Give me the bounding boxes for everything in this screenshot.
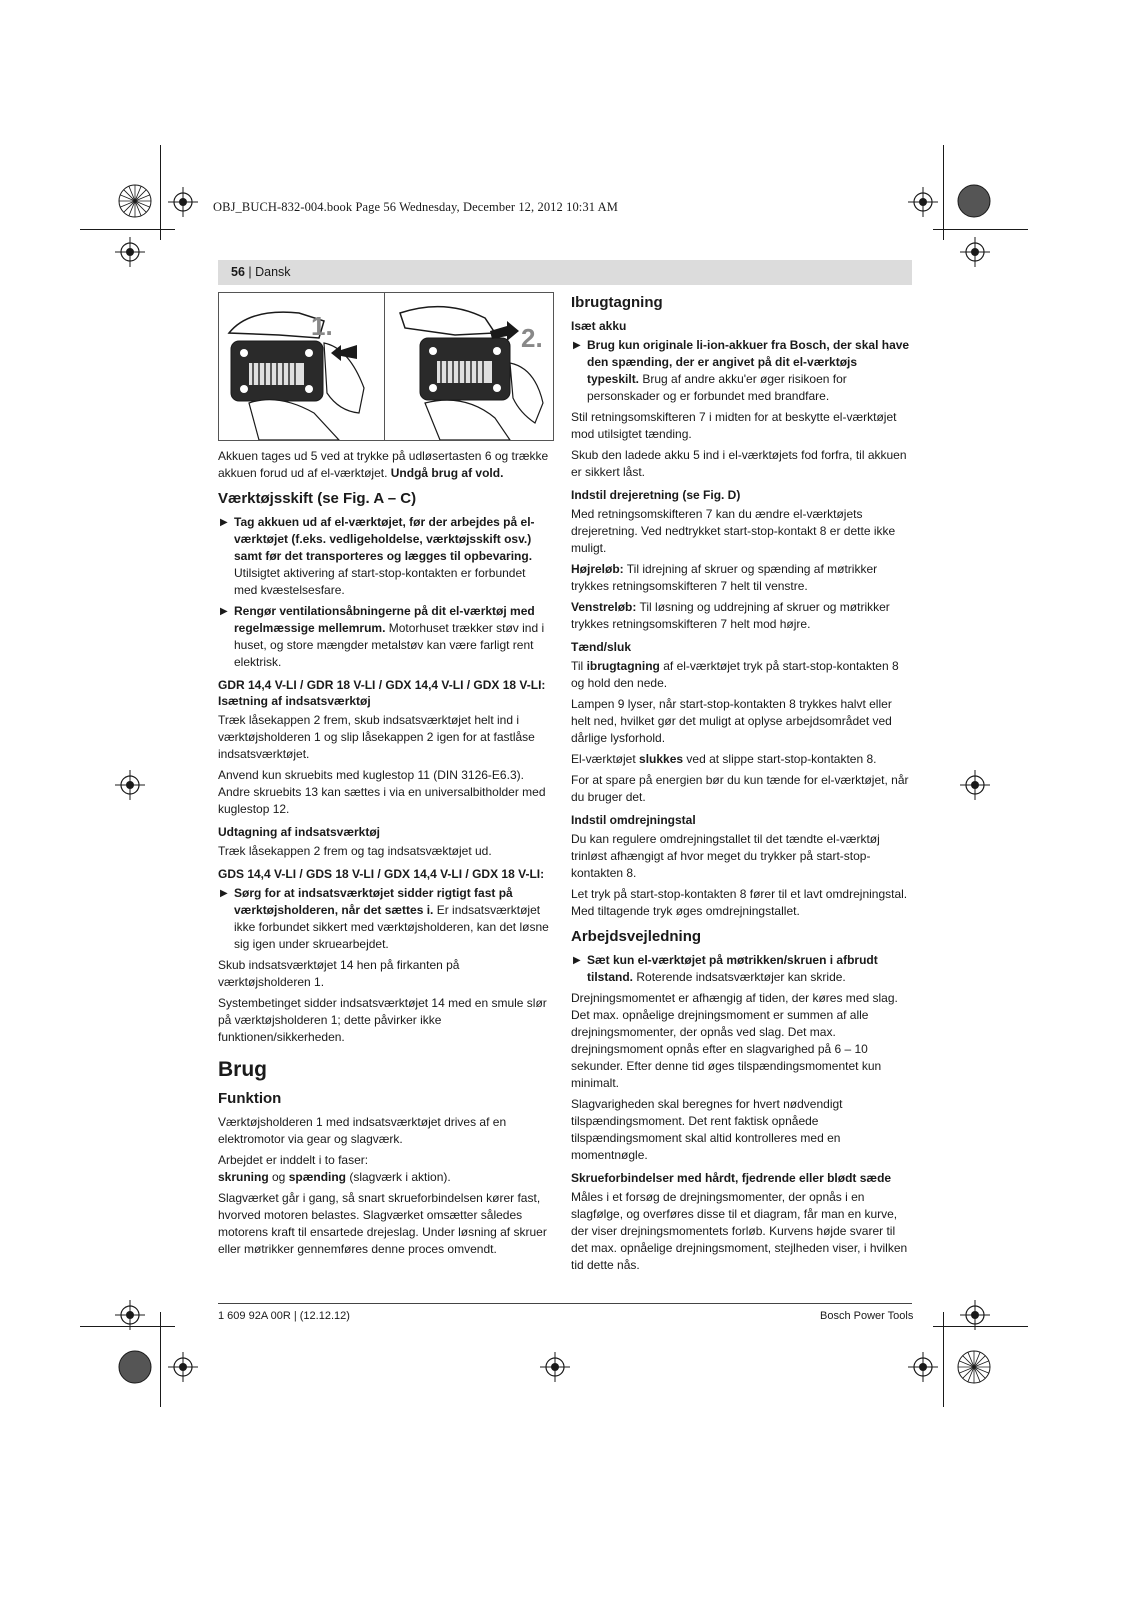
paragraph-text: af el-værktøjet tryk på start-stop-kontakten 8 og hold den nede.: [571, 659, 899, 690]
paragraph: Skub indsatsværktøjet 14 hen på firkanten på værktøjsholderen 1.: [218, 958, 460, 989]
subheading-remove-tool: Udtagning af indsatsværktøj: [218, 825, 381, 839]
term-bold: Venstreløb:: [571, 600, 637, 614]
paragraph: Du kan regulere omdrejningstallet til det tændte el-værktøj trinløst afhængigt af hvor meget du trykker på start-stop-kontakten 8.: [571, 832, 880, 880]
paragraph-text: og: [268, 1170, 289, 1184]
registration-target-icon: [908, 1352, 938, 1382]
paragraph-text: El-værktøjet: [571, 752, 640, 766]
subheading-rotation-direction: Indstil drejeretning (se Fig. D): [571, 488, 741, 502]
term-bold: skruning: [218, 1170, 269, 1184]
paragraph: [571, 561, 912, 595]
bullet-bold-text: Sæt kun el-værktøjet på møtrikken/skruen i afbrudt tilstand.: [587, 953, 878, 984]
right-column: [571, 286, 912, 1278]
crop-mark: [80, 229, 175, 230]
bullet-bold-text: Brug kun originale li-ion-akkuer fra Bosch, der skal have den spænding, der er angivet på dit el-værktøjs typeskilt.: [587, 338, 910, 386]
bullet-text: Motorhuset trækker støv ind i huset, og store mængder metalstøv kan være farligt rent elektrisk.: [234, 621, 545, 669]
section-heading-work-advice: Arbejdsvejledning: [571, 928, 702, 945]
registration-target-icon: [168, 187, 198, 217]
crop-mark: [160, 145, 161, 240]
header-separator: |: [248, 265, 252, 279]
crop-mark: [933, 229, 1028, 230]
header-language: Dansk: [255, 265, 291, 279]
bullet-bold-text: Rengør ventilationsåbningerne på dit el-værktøj med regelmæssige mellemrum.: [234, 604, 535, 635]
paragraph-text: Arbejdet er inddelt i to faser:: [218, 1153, 369, 1167]
section-heading-tool-change: Værktøjsskift (se Fig. A – C): [218, 490, 417, 507]
bullet-arrow-icon: ▶: [573, 340, 581, 351]
warning-bullet: [571, 337, 912, 405]
subheading-screw-joints: Skrueforbindelser med hårdt, fjedrende eller blødt sæde: [571, 1171, 892, 1185]
battery-removal-figure: [218, 292, 554, 441]
paragraph-text: ved at slippe start-stop-kontakten 8.: [683, 752, 877, 766]
warning-bullet: [218, 603, 552, 671]
registration-target-icon: [908, 187, 938, 217]
paragraph: Slagværket går i gang, så snart skrueforbindelsen kører fast, hvorved motoren belastes. Slagværket omsætter således motorens kraft til ensartede drejeslag. Under løsning af skruer eller møtrikker gennemføres denne proces omvendt.: [218, 1191, 547, 1256]
starburst-rosette-icon: [957, 1350, 991, 1384]
book-info-line: OBJ_BUCH-832-004.book Page 56 Wednesday, December 12, 2012 10:31 AM: [213, 200, 618, 214]
registration-target-icon: [115, 1300, 145, 1330]
paragraph-text: Til: [571, 659, 587, 673]
gray-rosette-icon: [957, 184, 991, 218]
paragraph: Med retningsomskifteren 7 kan du ændre el-værktøjets drejeretning. Ved nedtrykket start-stop-kontakt 8 er dette ikke muligt.: [571, 507, 896, 555]
bullet-arrow-icon: ▶: [220, 606, 228, 617]
gray-rosette-icon: [118, 1350, 152, 1384]
figure-caption-text: Akkuen tages ud 5 ved at trykke på udløsertasten 6 og trække akkuen forud ud af el-værktøjet.: [218, 449, 549, 480]
term-bold: slukkes: [639, 752, 684, 766]
registration-target-icon: [960, 1300, 990, 1330]
registration-target-icon: [540, 1352, 570, 1382]
bullet-arrow-icon: ▶: [220, 517, 228, 528]
section-heading-brug: Brug: [218, 1058, 267, 1081]
registration-target-icon: [115, 237, 145, 267]
warning-bullet: [218, 885, 552, 953]
paragraph: Lampen 9 lyser, når start-stop-kontakten 8 trykkes halvt eller helt ned, hvilket gør det muligt at oplyse arbejdsområdet ved dårlige lysforhold.: [571, 697, 892, 745]
crop-mark: [943, 145, 944, 240]
registration-target-icon: [960, 237, 990, 267]
subheading-insert-battery: Isæt akku: [571, 319, 627, 333]
paragraph-text: Til løsning og uddrejning af skruer og møtrikker trykkes retningsomskifteren 7 helt mod højre.: [571, 600, 890, 631]
bullet-bold-text: Tag akkuen ud af el-værktøjet, før der arbejdes på el-værktøjet (f.eks. vedligeholdelse, værktøjsskift osv.) samt før det transporteres og lægges til opbevaring.: [234, 515, 535, 563]
page-header: [231, 265, 291, 279]
warning-bullet: [571, 952, 912, 986]
paragraph: Skub den ladede akku 5 ind i el-værktøjets fod forfra, til akkuen er sikkert låst.: [571, 448, 907, 479]
paragraph: [571, 599, 912, 633]
subheading-gdr-insert: GDR 14,4 V-LI / GDR 18 V-LI / GDX 14,4 V-LI / GDX 18 V-LI: Isætning af indsatsværktøj: [218, 678, 546, 708]
paragraph: [218, 1169, 552, 1186]
figure-step1-label: 1.: [311, 311, 333, 341]
paragraph: Anvend kun skruebits med kuglestop 11 (DIN 3126-E6.3). Andre skruebits 13 kan sættes i via en universalbitholder med kuglestop 12.: [218, 768, 546, 816]
bullet-bold-text: Sørg for at indsatsværktøjet sidder rigtigt fast på værktøjsholderen, når det sættes i.: [234, 886, 513, 917]
paragraph: For at spare på energien bør du kun tænde for el-værktøjet, når du bruger det.: [571, 773, 909, 804]
paragraph-text: Til idrejning af skruer og spænding af møtrikker trykkes retningsomskifteren 7 helt til venstre.: [571, 562, 878, 593]
subheading-on-off: Tænd/sluk: [571, 640, 632, 654]
term-bold: Højreløb:: [571, 562, 624, 576]
paragraph: Måles i et forsøg de drejningsmomenter, der opnås i en slagfølge, og overføres disse til et diagram, får man en kurve, der viser drejningsmomentets forløb. Kurvens højde svarer til det max. opnåelige drejningsmoment, stejlheden viser, i hvilken tid dette nås.: [571, 1190, 908, 1272]
warning-bullet: [218, 514, 552, 599]
figure-step2-label: 2.: [521, 323, 543, 353]
footer-brand: Bosch Power Tools: [820, 1310, 914, 1322]
figure-caption: [218, 448, 552, 482]
section-heading-funktion: Funktion: [218, 1090, 282, 1107]
bullet-arrow-icon: ▶: [573, 955, 581, 966]
paragraph: Træk låsekappen 2 frem og tag indsatsvæktøjet ud.: [218, 844, 492, 858]
battery-removal-step2-illustration: [385, 293, 553, 440]
paragraph: Drejningsmomentet er afhængig af tiden, der køres med slag. Det max. opnåelige drejningsmoment er summen af alle drejningsmomenter, der opnås ved slag. Det max. drejningsmoment opnås efter en slagvarighed på 6 – 10 sekunder. Efter denne tid øges tilspændingsmomentet kun minimalt.: [571, 991, 898, 1090]
paragraph: Træk låsekappen 2 frem, skub indsatsværktøjet helt ind i værktøjsholderen 1 og slip låsekappen 2 igen for at fastlåse indsatsværktøjet.: [218, 713, 535, 761]
paragraph: Systembetinget sidder indsatsværktøjet 14 med en smule slør på værktøjsholderen 1; dette påvirker ikke funktionen/sikkerheden.: [218, 996, 547, 1044]
paragraph: [571, 751, 912, 768]
page-header-bar: [218, 260, 912, 285]
term-bold: ibrugtagning: [586, 659, 660, 673]
bullet-text: Brug af andre akku'er øger risikoen for personskader og er forbundet med brandfare.: [587, 372, 847, 403]
section-heading-ibrugtagning: Ibrugtagning: [571, 294, 663, 311]
subheading-gds: GDS 14,4 V-LI / GDS 18 V-LI / GDX 14,4 V-LI / GDX 18 V-LI:: [218, 867, 545, 881]
term-bold: spænding: [288, 1170, 347, 1184]
left-column: [218, 448, 552, 1262]
paragraph-text: (slagværk i aktion).: [346, 1170, 451, 1184]
paragraph: Slagvarigheden skal beregnes for hvert nødvendigt tilspændingsmoment. Det rent faktisk opnåede tilspændingsmoment skal altid kontrolleres med en momentnøgle.: [571, 1097, 843, 1162]
page-number: 56: [231, 265, 245, 279]
footer-document-code: 1 609 92A 00R | (12.12.12): [218, 1310, 350, 1322]
subheading-speed: Indstil omdrejningstal: [571, 813, 696, 827]
paragraph: [571, 658, 912, 692]
bullet-text: Er indsatsværktøjet ikke forbundet sikkert med værktøjsholderen, kan det løsne sig igen under skruearbejdet.: [234, 903, 549, 951]
paragraph: Værktøjsholderen 1 med indsatsværktøjet drives af en elektromotor via gear og slagværk.: [218, 1115, 507, 1146]
registration-target-icon: [115, 770, 145, 800]
bullet-text: Roterende indsatsværktøjer kan skride.: [633, 970, 846, 984]
bullet-text: Utilsigtet aktivering af start-stop-kontakten er forbundet med kvæstelsesfare.: [234, 566, 526, 597]
paragraph: [218, 1152, 552, 1169]
registration-target-icon: [960, 770, 990, 800]
paragraph: Stil retningsomskifteren 7 i midten for at beskytte el-værktøjet mod utilsigtet tænding.: [571, 410, 897, 441]
paragraph: Let tryk på start-stop-kontakten 8 fører til et lavt omdrejningstal. Med tiltagende tryk øges omdrejningstallet.: [571, 887, 908, 918]
bullet-arrow-icon: ▶: [220, 888, 228, 899]
starburst-rosette-icon: [118, 184, 152, 218]
footer-rule: [218, 1303, 912, 1304]
battery-removal-step1-illustration: [219, 293, 384, 440]
registration-target-icon: [168, 1352, 198, 1382]
figure-caption-warning: Undgå brug af vold.: [390, 466, 504, 480]
